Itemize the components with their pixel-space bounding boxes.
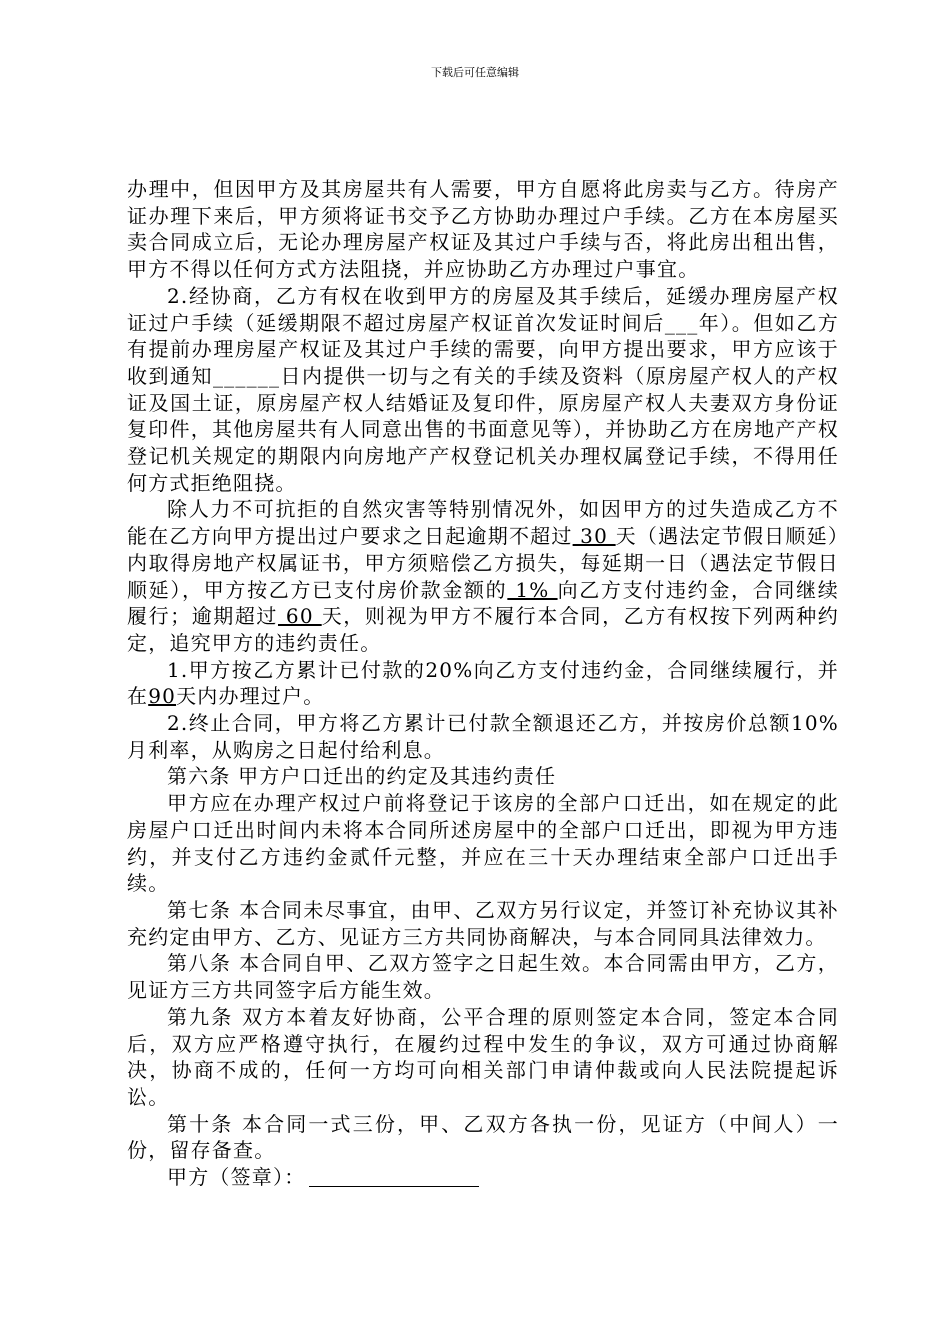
paragraph-5: 2.终止合同，甲方将乙方累计已付款全额退还乙方，并按房价总额10%月利率，从购房之日起付给利息。 (127, 711, 839, 762)
p4-text-b: 天内办理过户。 (176, 684, 325, 709)
p4-text-a: 1.甲方按乙方累计已付款的20%向乙方支付违约金，合同继续履行，并在 (127, 657, 839, 709)
p3-text-d: 天，则视为甲方不履行本合同，乙方有权按下列两种约定，追究甲方的违约责任。 (127, 604, 839, 655)
contract-body (127, 176, 839, 1191)
p3-text-a: 除人力不可抗拒的自然灾害等特别情况外，如因甲方的过失造成乙方不能在乙方向甲方提出过户要求之日起逾期不超过 (127, 497, 839, 549)
paragraph-4 (127, 657, 839, 710)
article-6-heading: 第六条 甲方户口迁出的约定及其违约责任 (167, 764, 557, 789)
p2-blank-years: ___ (664, 310, 699, 335)
paragraph-1: 办理中，但因甲方及其房屋共有人需要，甲方自愿将此房卖与乙方。待房产证办理下来后，甲方须将证书交予乙方协助办理过户手续。乙方在本房屋买卖合同成立后，无论办理房屋产权证及其过户手续与否，将此房出租出售，甲方不得以任何方式方法阻挠，并应协助乙方办理过户事宜。 (127, 177, 839, 282)
p3-days-30: 30 (572, 524, 616, 549)
paragraph-2 (127, 283, 839, 497)
p4-days-90: 90 (148, 684, 177, 709)
article-7: 第七条 本合同未尽事宜，由甲、乙双方另行议定，并签订补充协议其补充约定由甲方、乙方、见证方三方共同协商解决，与本合同同具法律效力。 (127, 897, 839, 949)
party-a-signature-line (309, 1166, 479, 1187)
p2-text-c: 日内提供一切与之有关的手续及资料（原房屋产权人的产权证及国土证，原房屋产权人结婚证及复印件，原房屋产权人夫妻双方身份证复印件，其他房屋共有人同意出售的书面意见等），并协助乙方在房地产产权登记机关规定的期限内向房地产产权登记机关办理权属登记手续，不得用任何方式拒绝阻挠。 (127, 363, 839, 495)
article-10: 第十条 本合同一式三份，甲、乙双方各执一份，见证方（中间人）一份，留存备查。 (127, 1111, 839, 1163)
paragraph-7: 甲方应在办理产权过户前将登记于该房的全部户口迁出，如在规定的此房屋户口迁出时间内未将本合同所述房屋中的全部户口迁出，即视为甲方违约，并支付乙方违约金贰仟元整，并应在三十天办理结束全部户口迁出手续。 (127, 791, 839, 896)
party-a-signature-label: 甲方（签章）： (167, 1165, 306, 1190)
paragraph-3 (127, 496, 839, 656)
p2-blank-days: ______ (212, 363, 281, 388)
article-9: 第九条 双方本着友好协商，公平合理的原则签定本合同，签定本合同后，双方应严格遵守执行，在履约过程中发生的争议，双方可通过协商解决，协商不成的，任何一方均可向相关部门申请仲裁或向人民法院提起诉讼。 (127, 1004, 839, 1109)
p3-days-60: 60 (277, 604, 322, 629)
p3-percent: 1% (507, 577, 558, 602)
article-8: 第八条 本合同自甲、乙双方签字之日起生效。本合同需由甲方，乙方，见证方三方共同签字后方能生效。 (127, 951, 839, 1003)
p3-text-b: 天（遇法定节假日顺延）内取得房地产权属证书，甲方须赔偿乙方损失，每延期一日（遇法定节假日顺延），甲方按乙方已支付房价款金额的 (127, 524, 840, 602)
p2-text-a: 2.经协商，乙方有权在收到甲方的房屋及其手续后，延缓办理房屋产权证过户手续（延缓期限不超过房屋产权证首次发证时间后 (127, 283, 839, 335)
p2-text-b: 年）。但如乙方有提前办理房屋产权证及其过户手续的需要，向甲方提出要求，甲方应该于收到通知 (127, 310, 840, 388)
signature-row (127, 1164, 839, 1191)
p3-text-c: 向乙方支付违约金，合同继续履行；逾期超过 (127, 577, 839, 629)
page-header: 下载后可任意编辑 (431, 66, 519, 79)
